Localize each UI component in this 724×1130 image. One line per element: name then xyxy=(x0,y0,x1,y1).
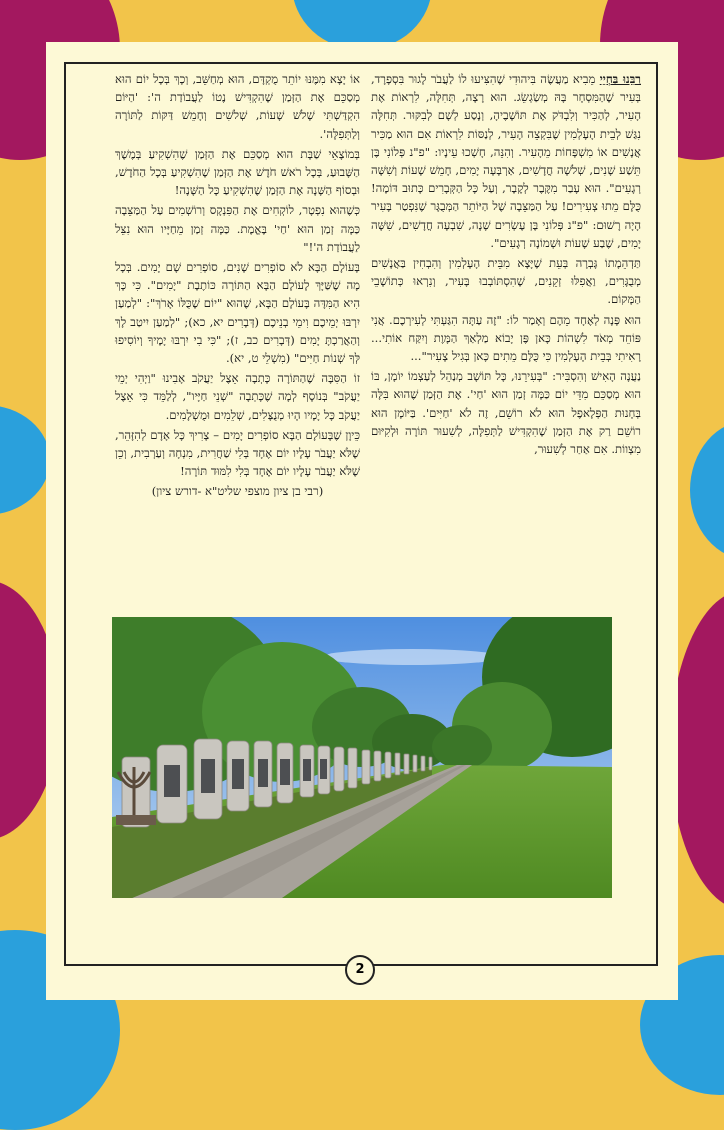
article-lead: רַבֵּנוּ בַּחְיֵי xyxy=(599,72,641,86)
article-column-left xyxy=(115,70,360,501)
paragraph: כְּשֶׁהוּא נִפְטָר, לוֹקְחִים אֶת הַפִּנְקָס וְרוֹשְׁמִים עַל הַמַּצֵּבָה כַּמָּה זְמַן הוּא 'חַי' בֶּאֱמֶת. כַּמָּה זְמַן מֵחַיָּיו הוּא נִצֵּל לַעֲבוֹדַת ה'!" xyxy=(115,203,360,254)
decor-blob-blue-left-mid xyxy=(0,405,50,515)
paragraph: זוֹ הַסִּבָּה שֶׁהַתּוֹרָה כָּתְבָה אֵצֶל יַעֲקֹב אָבִינוּ "וַיְהִי יְמֵי יַעֲקֹב" בְּנוֹסָף לְמָה שֶׁכָּתְבָה "שְׁנֵי חַיָּיו", לְלַמֵּד כִּי אֵצֶל יַעֲקֹב כָּל יָמָיו הָיוּ מְנֻצָּלִים, שְׁלֵמִים וּמֻשְׁלָמִים. xyxy=(115,371,360,422)
cemetery-photo xyxy=(112,617,612,898)
decor-blob-blue-right-mid xyxy=(690,420,724,560)
cemetery-illustration xyxy=(112,617,612,898)
author-signature: (רבי בן ציון מוצפי שליט"א -דורש ציון) xyxy=(151,484,324,499)
paragraph: בָּעוֹלָם הַבָּא לֹא סוֹפְרִים שָׁנִים, סוֹפְרִים שָׁם יָמִים. בְּכָל מָה שֶׁשַּׁיָּךְ לָעוֹלָם הַבָּא הַתּוֹרָה כּוֹתֶבֶת "יָמִים". כִּי כָּךְ הִיא הַמִּדָּה בָּעוֹלָם הַבָּא, שֶׁהוּא "יוֹם שֶׁכֻּלּוֹ אָרֹךְ": "לְמַעַן יִרְבּוּ יְמֵיכֶם וִימֵי בְנֵיכֶם (דְּבָרִים יא, כא); "לְמַעַן יִיטַב לָךְ וְהַאֲרַכְתָּ יָמִים (דְּבָרִים כב, ז); "כִּי בִי יִרְבּוּ יָמֶיךָ וְיוֹסִיפוּ לְּךָ שְׁנוֹת חַיִּים" (מִשְׁלֵי ט, יא). xyxy=(115,260,360,366)
decor-blob-magenta-right xyxy=(670,590,724,910)
page-number: 2 xyxy=(345,955,375,985)
paragraph xyxy=(371,70,641,252)
article-column-right xyxy=(371,70,641,460)
paragraph: הוּא פָּנָה לְאֶחָד מֵהֶם וְאָמַר לוֹ: "זֶה עַתָּה הִגַּעְתִּי לְעִירְכֶם. אֲנִי פּוֹחֵד מְאֹד לִשְׁהוֹת כָּאן פֶּן יָבוֹא מַלְאַךְ הַמָּוֶת וְיִקַּח אוֹתִי... רָאִיתִי בְּבֵית הָעָלְמִין כִּי כֻּלָּם מֵתִים כָּאן בְּגִיל צָעִיר"... xyxy=(371,312,641,364)
paragraph: תַּדְהֵמָתוֹ גָּבְרָה בְּעֵת שֶׁיָּצָא מִבֵּית הָעָלְמִין וְהִבְחִין בַּאֲנָשִׁים מְבֻגָּרִים, וַאֲפִלּוּ זְקֵנִים, שֶׁהִסְתּוֹבְבוּ בָּעִיר, וְנִרְאוּ כְּתוֹשָׁבֵי הַמָּקוֹם. xyxy=(371,256,641,307)
paragraph: אוֹ יָצָא מִמֶּנּוּ יוֹתֵר מֻקְדָּם, הוּא מְחַשֵּׁב, וְכָךְ בְּכָל יוֹם הוּא מְסַכֵּם אֶת הַזְּמַן שֶׁהִקְדִּישׁ נֶטוֹ לַעֲבוֹדַת ה': 'הַיּוֹם הִקְדַּשְׁתִּי שָׁלֹשׁ שָׁעוֹת, שְׁלֹשִׁים וְחָמֵשׁ דַּקּוֹת לַתּוֹרָה וְלַתְּפִלָּה'. xyxy=(115,72,360,141)
paragraph-text: מֵבִיא מַעֲשֶׂה בִּיהוּדִי שֶׁהִצִּיעוּ לוֹ לַעֲבֹר לָגוּר בִּסְפָרָד, בְּעִיר שֶׁהַמִּסְחָר בָּהּ מְשַׂגְשֵׂג. הוּא רָצָה, תְּחִלָּה, לִרְאוֹת אֶת הָעִיר, לְהַכִּיר וְלִבְדֹּק אֶת תּוֹשָׁבֶיהָ, וְנָסַע לְשָׁם לְבִקּוּר. תְּחִלָּה נִגַּשׁ לְבֵית הָעָלְמִין שֶׁבִּקְצֵה הָעִיר, לְנַסּוֹת לִרְאוֹת אִם הוּא מַכִּיר אֲנָשִׁים אוֹ מִשְׁפָּחוֹת מֵהָעִיר. וְהִנֵּה, חָשְׁכוּ עֵינָיו: "פ"נ פְּלוֹנִי בֶּן תֵּשַׁע שָׁנִים, שְׁלֹשָׁה חֳדָשִׁים, אַרְבָּעָה יָמִים, חָמֵשׁ שָׁעוֹת וְשִׁשָּׁה רְגָעִים". הוּא עָבַר מִקֶּבֶר לְקֶבֶר, וְעַל כָּל הַקְּבָרִים כָּתוּב דּוֹמֶה! כֻּלָּם מֵתוּ צְעִירִים! עַל הַמַּצֵּבָה שֶׁל הַיּוֹתֵר הַמְּבֻגָּר שֶׁנִּפְטַר בָּעִיר הָיָה רָשׁוּם: "פ"נ פְּלוֹנִי בֶּן עֶשְׂרִים שָׁנָה, שִׁבְעָה חֳדָשִׁים, שִׁשָּׁה יָמִים, שֶׁבַע שָׁעוֹת וּשְׁמוֹנָה רְגָעִים". xyxy=(371,72,641,250)
paragraph: כֵּיוָן שֶׁבָּעוֹלָם הַבָּא סוֹפְרִים יָמִים – צָרִיךְ כָּל אָדָם לְהִזָּהֵר, שֶׁלֹּא יַעֲבֹר עָלָיו יוֹם אֶחָד בְּלִי שַׁחֲרִית, מִנְחָה וְעַרְבִית, וְכֵן שֶׁלֹּא יַעֲבֹר עָלָיו יוֹם אֶחָד בְּלִי לִמּוּד תּוֹרָה! xyxy=(115,427,360,479)
paragraph: בְּמוֹצָאֵי שַׁבָּת הוּא מְסַכֵּם אֶת הַזְּמַן שֶׁהִשְׁקִיעַ בְּמֶשֶׁךְ הַשָּׁבוּעַ, בְּכָל רֹאשׁ חֹדֶשׁ אֶת הַזְּמַן שֶׁהִשְׁקִיעַ בְּכָל הַחֹדֶשׁ, וּבְסוֹף הַשָּׁנָה אֶת הַזְּמַן שֶׁהִשְׁקִיעַ כָּל הַשָּׁנָה! xyxy=(115,146,360,198)
paragraph: נַעֲנָה הָאִישׁ וְהִסְבִּיר: "בְּעִירֵנוּ, כָּל תּוֹשָׁב מְנַהֵל לְעַצְמוֹ יוֹמָן, בּוֹ הוּא מְסַכֵּם מִדֵּי יוֹם כַּמָּה זְמַן הוּא 'חַי'. אֶת הַזְּמַן שֶׁהוּא בִּלָּה בְּחָנוּת הַפְּלָאפֶל הוּא לֹא רוֹשֵׁם, זֶה לֹא 'חַיִּים'. בַּיּוֹמָן הוּא רוֹשֵׁם רַק אֶת הַזְּמַן שֶׁהִקְדִּישׁ לַתְּפִלָּה, לְשִׁעוּר תּוֹרָה וּלְקִיּוּם מִצְווֹת. אִם אַחַר לְשִׁעוּר, xyxy=(371,369,641,457)
